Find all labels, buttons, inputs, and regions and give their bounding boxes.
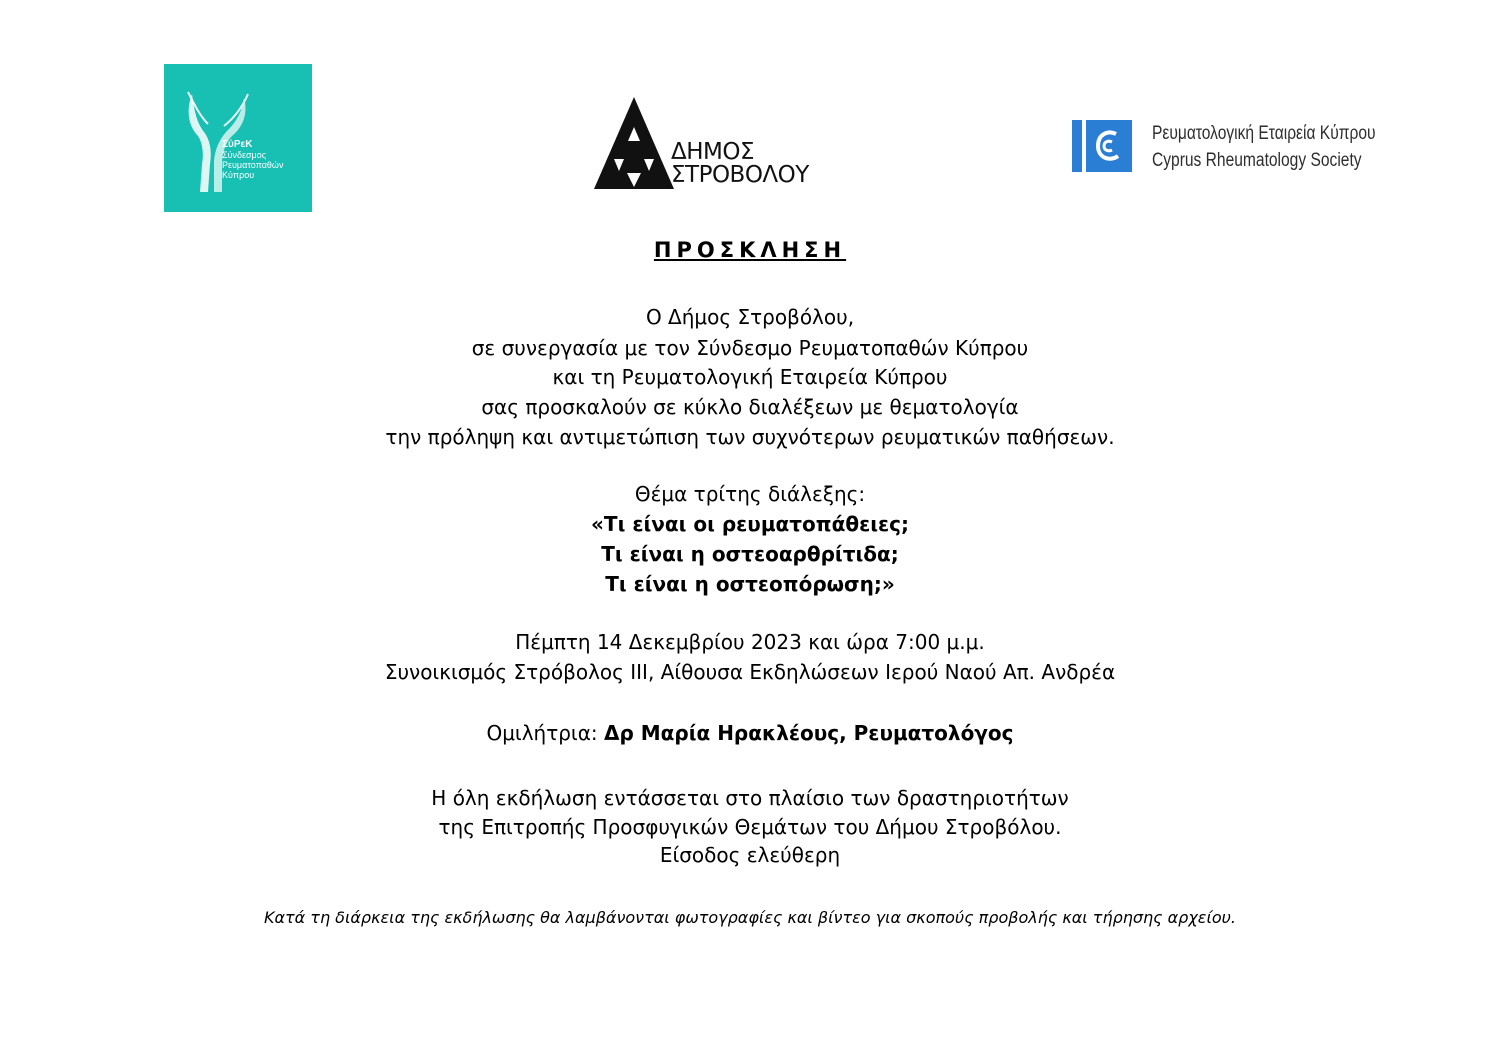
crs-line2: Cyprus Rheumatology Society <box>1152 150 1362 171</box>
invitation-title: ΠΡΟΣΚΛΗΣΗ <box>653 238 847 262</box>
closing-line: Η όλη εκδήλωση εντάσσεται στο πλαίσιο των δραστηριοτήτων <box>431 786 1069 810</box>
topic-line: Τι είναι η οστεοπόρωση;» <box>605 572 895 596</box>
crs-line1: Ρευματολογική Εταιρεία Κύπρου <box>1152 123 1376 144</box>
topic-label: Θέμα τρίτης διάλεξης: <box>634 482 866 506</box>
intro-line: και τη Ρευματολογική Εταιρεία Κύπρου <box>552 365 948 389</box>
intro-line: Ο Δήμος Στροβόλου, <box>645 305 855 329</box>
speaker-label: Ομιλήτρια: <box>486 721 604 745</box>
topic-line: Τι είναι η οστεοαρθρίτιδα; <box>601 542 899 566</box>
speaker-name: Δρ Μαρία Ηρακλέους, Ρευματολόγος <box>603 721 1014 745</box>
speaker <box>0 720 1500 746</box>
syrek-logo-text <box>222 140 283 180</box>
event-date-time: Πέμπτη 14 Δεκεμβρίου 2023 και ώρα 7:00 μ.μ. <box>515 630 985 654</box>
dimos-logo-text <box>671 141 809 187</box>
crs-logo <box>1072 118 1402 178</box>
crs-emblem-icon <box>1072 118 1134 174</box>
hands-icon <box>164 64 312 212</box>
closing-line: της Επιτροπής Προσφυγικών Θεμάτων του Δήμου Στροβόλου. <box>438 815 1062 839</box>
photo-notice: Κατά τη διάρκεια της εκδήλωσης θα λαμβάνονται φωτογραφίες και βίντεο για σκοπούς προβολής και τήρησης αρχείου. <box>264 908 1236 927</box>
intro-line: σε συνεργασία με τον Σύνδεσμο Ρευματοπαθών Κύπρου <box>471 336 1029 360</box>
topic-line: «Τι είναι οι ρευματοπάθειες; <box>591 512 909 536</box>
syrek-logo <box>164 64 312 212</box>
dimos-line1: ΔΗΜΟΣ <box>671 139 755 165</box>
triangle-logo-icon <box>594 97 674 192</box>
syrek-abbr: ΣύΡεΚ <box>222 139 253 150</box>
dimos-line2: ΣΤΡΟΒΟΛΟΥ <box>671 162 809 188</box>
syrek-line2: Ρευματοπαθών <box>222 160 284 170</box>
intro-line: την πρόληψη και αντιμετώπιση των συχνότερων ρευματικών παθήσεων. <box>385 425 1115 449</box>
syrek-line1: Σύνδεσμος <box>222 150 267 160</box>
crs-logo-text <box>1152 120 1376 174</box>
closing-line: Είσοδος ελεύθερη <box>659 843 841 867</box>
event-venue: Συνοικισμός Στρόβολος ΙΙΙ, Αίθουσα Εκδηλώσεων Ιερού Ναού Απ. Ανδρέα <box>384 660 1116 684</box>
dimos-strovolou-logo <box>594 97 854 192</box>
syrek-line3: Κύπρου <box>222 170 255 180</box>
intro-line: σας προσκαλούν σε κύκλο διαλέξεων με θεματολογία <box>481 395 1019 419</box>
